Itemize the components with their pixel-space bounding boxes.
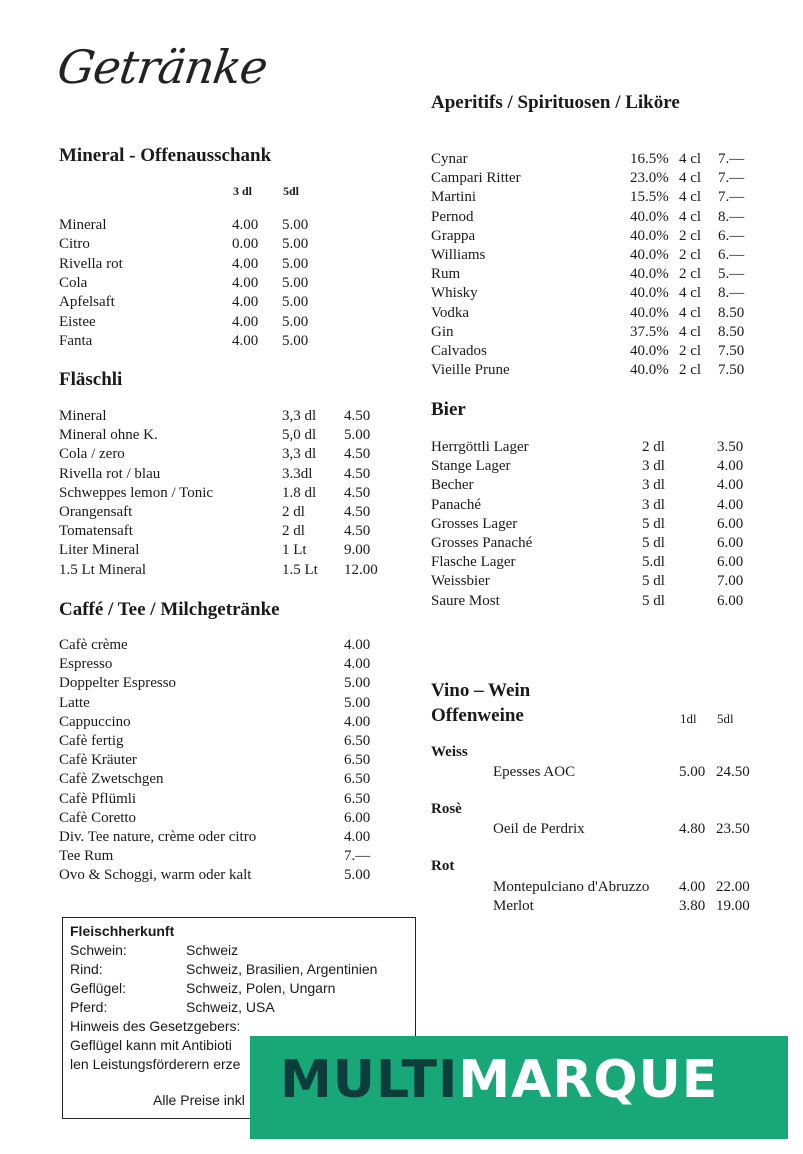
caffe-item-name: Cafè Pflümli (59, 790, 137, 807)
aperitif-item-name: Cynar (431, 151, 468, 167)
aperitif-item-value: 7.— (718, 189, 745, 206)
rose-label: Rosè (431, 801, 462, 817)
flaschli-item-name: Mineral (59, 408, 107, 424)
flaschli-item-name: Mineral ohne K. (59, 427, 158, 444)
flaschli-item-value: 4.50 (344, 408, 371, 424)
offenweine-heading: Offenweine (431, 705, 524, 726)
caffe-item-value: 4.00 (344, 637, 371, 653)
mineral-item-name: Rivella rot (59, 255, 123, 272)
mineral-item-value: 0.00 (232, 236, 259, 253)
fleisch-value-2: Schweiz, Polen, Ungarn (186, 980, 336, 996)
aperitif-item-value: 7.50 (718, 343, 745, 359)
mineral-item-name: Fanta (59, 332, 93, 349)
mineral-item-name: Cola (59, 274, 88, 291)
aperitif-item-value: 4 cl (679, 208, 702, 225)
caffe-item-value: 5.00 (344, 675, 371, 692)
bier-item-value: 6.00 (717, 515, 744, 532)
wein-heading: Vino – Wein (431, 680, 531, 701)
wein-rose-item-value: 23.50 (716, 821, 750, 837)
aperitif-item-value: 2 cl (679, 227, 702, 244)
mineral-item-name: Mineral (59, 217, 107, 233)
caffe-item-name: Cafè crème (59, 637, 128, 653)
aperitif-item-value: 23.0% (630, 170, 669, 187)
flaschli-item-name: Orangensaft (59, 504, 133, 520)
weiss-label: Weiss (431, 744, 468, 760)
bier-item-value: 6.00 (717, 535, 744, 551)
aperitif-item-name: Gin (431, 323, 454, 340)
flaschli-item-value: 1.5 Lt (282, 561, 318, 578)
aperitif-item-value: 6.— (718, 247, 745, 263)
bier-item-value: 6.00 (717, 592, 744, 609)
caffe-item-value: 5.00 (344, 867, 371, 884)
aperitif-item-value: 5.— (718, 266, 745, 283)
flaschli-item-name: Schweppes lemon / Tonic (59, 484, 214, 501)
fleisch-value-0: Schweiz (186, 942, 239, 958)
bier-item-value: 7.00 (717, 573, 744, 590)
aperitif-item-value: 40.0% (630, 362, 669, 379)
bier-item-value: 3.50 (717, 439, 744, 455)
bier-item-value: 3 dl (642, 458, 665, 475)
flaschli-item-name: Cola / zero (59, 446, 125, 463)
mineral-item-value: 5.00 (282, 255, 309, 272)
aperitif-item-value: 40.0% (630, 343, 669, 359)
caffe-item-value: 4.00 (344, 829, 371, 845)
aperitif-item-name: Pernod (431, 208, 474, 225)
flaschli-item-value: 4.50 (344, 446, 371, 463)
flaschli-item-name: 1.5 Lt Mineral (59, 561, 147, 578)
fleisch-footer: Alle Preise inkl (153, 1092, 245, 1108)
wein-rot-item-name: Montepulciano d'Abruzzo (493, 879, 650, 895)
mineral-item-value: 5.00 (282, 274, 309, 291)
bier-item-value: 3 dl (642, 496, 665, 513)
aperitif-item-name: Campari Ritter (431, 170, 521, 187)
mineral-item-value: 5.00 (282, 236, 309, 253)
fleisch-label-3: Pferd: (70, 999, 108, 1015)
aperitif-item-value: 6.— (718, 227, 745, 244)
logo-part-marque: MARQUE (458, 1050, 719, 1110)
aperitif-item-value: 40.0% (630, 304, 669, 321)
fleisch-label-2: Geflügel: (70, 980, 127, 996)
flaschli-item-value: 5,0 dl (282, 427, 317, 444)
bier-item-name: Grosses Panaché (431, 535, 533, 551)
wein-col-1dl: 1dl (680, 711, 697, 726)
aperitif-item-value: 4 cl (679, 151, 702, 167)
mineral-item-value: 4.00 (232, 313, 259, 330)
mineral-heading: Mineral - Offenausschank (59, 145, 272, 166)
aperitif-item-value: 7.— (718, 170, 745, 187)
flaschli-item-value: 9.00 (344, 542, 371, 559)
bier-item-value: 5 dl (642, 573, 665, 590)
fleisch-label-0: Schwein: (70, 942, 127, 958)
caffe-item-value: 4.00 (344, 713, 371, 730)
aperitif-item-value: 2 cl (679, 343, 702, 359)
flaschli-item-value: 4.50 (344, 504, 371, 520)
multimarque-logo (280, 1050, 718, 1110)
fleisch-heading: Fleischherkunft (70, 923, 175, 939)
bier-item-name: Grosses Lager (431, 515, 518, 532)
fleisch-value-1: Schweiz, Brasilien, Argentinien (186, 961, 378, 977)
flaschli-item-value: 4.50 (344, 484, 371, 501)
mineral-item-value: 5.00 (282, 313, 309, 330)
caffe-item-name: Tee Rum (59, 848, 114, 865)
bier-item-value: 4.00 (717, 496, 744, 513)
caffe-item-value: 6.50 (344, 752, 371, 769)
aperitif-item-value: 2 cl (679, 247, 702, 263)
caffe-item-name: Cafè fertig (59, 733, 124, 749)
bier-item-name: Panaché (431, 496, 481, 513)
fleisch-label-1: Rind: (70, 961, 103, 977)
bier-item-name: Herrgöttli Lager (431, 439, 529, 455)
bier-item-name: Saure Most (431, 592, 500, 609)
aperitif-item-value: 37.5% (630, 323, 669, 340)
caffe-item-name: Espresso (59, 656, 113, 673)
fleisch-line2: len Leistungsförderern erze (70, 1056, 241, 1072)
mineral-item-value: 4.00 (232, 217, 259, 233)
flaschli-item-value: 3.3dl (282, 465, 313, 482)
aperitif-item-name: Grappa (431, 227, 476, 244)
wein-weiss-item-value: 24.50 (716, 764, 750, 780)
caffe-item-value: 6.50 (344, 733, 371, 749)
wein-rot-item-value: 19.00 (716, 898, 750, 915)
mineral-col-5dl: 5dl (283, 184, 300, 198)
mineral-item-name: Eistee (59, 313, 96, 330)
bier-item-name: Weissbier (431, 573, 490, 590)
bier-item-value: 3 dl (642, 477, 665, 494)
mineral-item-value: 4.00 (232, 274, 259, 291)
flaschli-item-value: 4.50 (344, 465, 371, 482)
bier-item-value: 5 dl (642, 535, 665, 551)
bier-item-value: 4.00 (717, 477, 744, 494)
wein-rose-item-value: 4.80 (679, 821, 706, 837)
aperitif-item-value: 40.0% (630, 247, 669, 263)
caffe-item-value: 6.00 (344, 809, 371, 826)
flaschli-item-value: 5.00 (344, 427, 371, 444)
aperitif-item-value: 40.0% (630, 208, 669, 225)
aperitif-item-value: 4 cl (679, 323, 702, 340)
caffe-item-value: 5.00 (344, 694, 371, 711)
mineral-item-name: Citro (59, 236, 90, 253)
caffe-item-value: 6.50 (344, 790, 371, 807)
aperitif-item-value: 15.5% (630, 189, 669, 206)
flaschli-item-value: 12.00 (344, 561, 378, 578)
wein-weiss-item-name: Epesses AOC (493, 764, 576, 780)
flaschli-item-value: 2 dl (282, 504, 305, 520)
mineral-item-value: 5.00 (282, 294, 309, 311)
fleisch-hinweis: Hinweis des Gesetzgebers: (70, 1018, 241, 1034)
aperitif-item-name: Rum (431, 266, 461, 283)
flaschli-item-value: 2 dl (282, 523, 305, 540)
fleisch-line1: Geflügel kann mit Antibioti (70, 1037, 232, 1053)
wein-col-5dl: 5dl (717, 711, 734, 726)
wein-rot-item-name: Merlot (493, 898, 534, 915)
mineral-item-value: 5.00 (282, 217, 309, 233)
caffe-item-name: Cappuccino (59, 713, 131, 730)
bier-heading: Bier (431, 399, 466, 420)
bier-item-value: 5.dl (642, 554, 665, 571)
aperitifs-heading: Aperitifs / Spirituosen / Liköre (431, 92, 680, 113)
aperitif-item-name: Martini (431, 189, 476, 206)
caffe-heading: Caffé / Tee / Milchgetränke (59, 599, 280, 620)
aperitif-item-value: 4 cl (679, 285, 702, 302)
aperitif-item-name: Vieille Prune (431, 362, 510, 379)
aperitif-item-value: 16.5% (630, 151, 669, 167)
multimarque-banner (250, 1036, 788, 1139)
mineral-col-3dl: 3 dl (233, 184, 253, 198)
aperitif-item-value: 8.— (718, 208, 745, 225)
aperitif-item-value: 40.0% (630, 266, 669, 283)
wein-rot-item-value: 22.00 (716, 879, 750, 895)
flaschli-item-value: 1 Lt (282, 542, 307, 559)
caffe-item-name: Doppelter Espresso (59, 675, 177, 692)
caffe-item-name: Cafè Zwetschgen (59, 771, 164, 788)
flaschli-item-name: Liter Mineral (59, 542, 140, 559)
flaschli-item-value: 3,3 dl (282, 446, 317, 463)
flaschli-item-value: 3,3 dl (282, 408, 317, 424)
aperitif-item-name: Williams (431, 247, 486, 263)
aperitif-item-value: 8.— (718, 285, 745, 302)
aperitif-item-name: Whisky (431, 285, 478, 302)
bier-item-value: 4.00 (717, 458, 744, 475)
aperitif-item-value: 4 cl (679, 304, 702, 321)
caffe-item-value: 4.00 (344, 656, 371, 673)
flaschli-item-name: Rivella rot / blau (59, 465, 161, 482)
bier-item-value: 5 dl (642, 592, 665, 609)
aperitif-item-value: 40.0% (630, 227, 669, 244)
aperitif-item-value: 8.50 (718, 304, 745, 321)
wein-rot-item-value: 3.80 (679, 898, 706, 915)
rot-label: Rot (431, 858, 455, 874)
flaschli-item-name: Tomatensaft (59, 523, 133, 540)
flaschli-item-value: 4.50 (344, 523, 371, 540)
mineral-item-value: 5.00 (282, 332, 309, 349)
bier-item-value: 6.00 (717, 554, 744, 571)
caffe-item-name: Ovo & Schoggi, warm oder kalt (59, 867, 252, 884)
wein-rot-item-value: 4.00 (679, 879, 706, 895)
flaschli-heading: Fläschli (59, 369, 123, 390)
mineral-item-name: Apfelsaft (59, 294, 115, 311)
page-title: Getränke (54, 40, 271, 94)
aperitif-item-name: Vodka (431, 304, 470, 321)
aperitif-item-value: 4 cl (679, 189, 702, 206)
caffe-item-name: Div. Tee nature, crème oder citro (59, 829, 257, 845)
fleisch-value-3: Schweiz, USA (186, 999, 275, 1015)
bier-item-name: Stange Lager (431, 458, 511, 475)
caffe-item-name: Latte (59, 694, 90, 711)
aperitif-item-value: 8.50 (718, 323, 745, 340)
caffe-item-name: Cafè Coretto (59, 809, 137, 826)
mineral-item-value: 4.00 (232, 255, 259, 272)
aperitif-item-value: 2 cl (679, 266, 702, 283)
aperitif-item-value: 2 cl (679, 362, 702, 379)
bier-item-name: Becher (431, 477, 474, 494)
aperitif-item-name: Calvados (431, 343, 487, 359)
mineral-item-value: 4.00 (232, 332, 259, 349)
caffe-item-value: 6.50 (344, 771, 371, 788)
aperitif-item-value: 7.50 (718, 362, 745, 379)
flaschli-item-value: 1.8 dl (282, 484, 317, 501)
aperitif-item-value: 40.0% (630, 285, 669, 302)
wein-weiss-item-value: 5.00 (679, 764, 706, 780)
bier-item-value: 5 dl (642, 515, 665, 532)
caffe-item-name: Cafè Kräuter (59, 752, 137, 769)
bier-item-name: Flasche Lager (431, 554, 516, 571)
wein-rose-item-name: Oeil de Perdrix (493, 821, 585, 837)
caffe-item-value: 7.— (344, 848, 371, 865)
mineral-item-value: 4.00 (232, 294, 259, 311)
aperitif-item-value: 7.— (718, 151, 745, 167)
bier-item-value: 2 dl (642, 439, 665, 455)
aperitif-item-value: 4 cl (679, 170, 702, 187)
logo-part-multi: MULTI (280, 1050, 459, 1110)
